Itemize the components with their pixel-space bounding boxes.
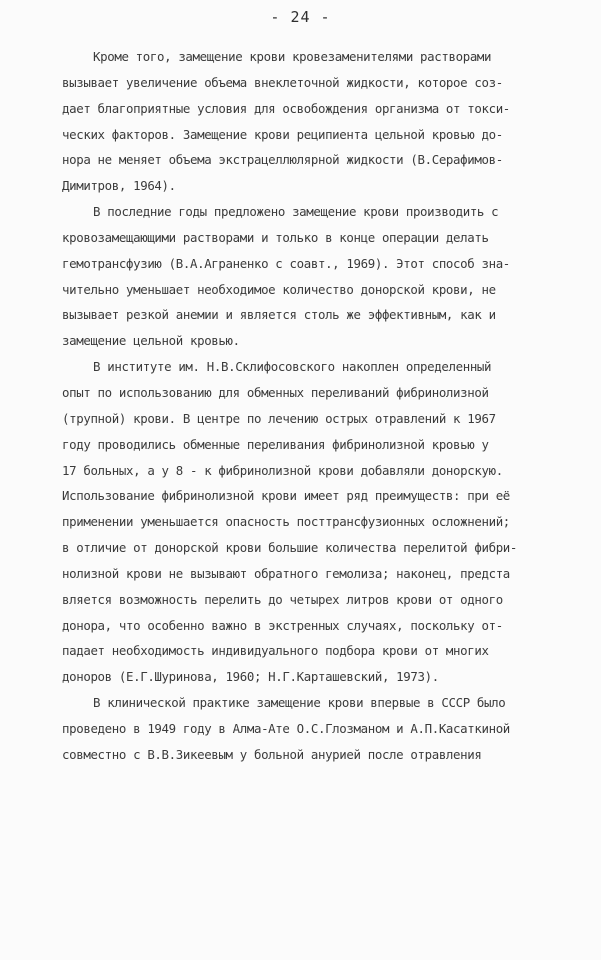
body-text bbox=[62, 44, 562, 768]
text-line: вляется возможность перелить до четырех литров крови от одного bbox=[62, 591, 503, 607]
text-line: доноров (Е.Г.Шуринова, 1960; Н.Г.Карташевский, 1973). bbox=[62, 669, 439, 685]
text-line: опыт по использованию для обменных переливаний фибринолизной bbox=[62, 384, 489, 400]
text-line: В последние годы предложено замещение крови производить с bbox=[93, 204, 499, 220]
text-line: нолизной крови не вызывают обратного гемолиза; наконец, предста bbox=[62, 565, 510, 581]
text-line: вызывает резкой анемии и является столь же эффективным, как и bbox=[62, 307, 496, 323]
text-line: дает благоприятные условия для освобождения организма от токси- bbox=[62, 100, 510, 116]
text-line: вызывает увеличение объема внеклеточной жидкости, которое соз- bbox=[62, 74, 503, 90]
text-line: Кроме того, замещение крови кровезаменителями растворами bbox=[93, 49, 492, 64]
text-line: гемотрансфузию (В.А.Аграненко с соавт., 1969). Этот способ зна- bbox=[62, 255, 510, 271]
text-line: (трупной) крови. В центре по лечению острых отравлений к 1967 bbox=[62, 410, 496, 426]
text-line: Использование фибринолизной крови имеет ряд преимуществ: при её bbox=[62, 488, 510, 504]
text-line: донора, что особенно важно в экстренных случаях, поскольку от- bbox=[62, 617, 503, 633]
text-line: году проводились обменные переливания фибринолизной кровью у bbox=[62, 436, 489, 452]
text-line: в отличие от донорской крови большие количества перелитой фибри- bbox=[62, 540, 518, 556]
text-line: падает необходимость индивидуального подбора крови от многих bbox=[62, 643, 489, 659]
text-line: проведено в 1949 году в Алма-Ате О.С.Глозманом и А.П.Касаткиной bbox=[62, 720, 510, 736]
text-line: чительно уменьшает необходимое количество донорской крови, не bbox=[62, 281, 496, 297]
text-line: кровозамещающими растворами и только в конце операции делать bbox=[62, 229, 489, 245]
text-line: 17 больных, а у 8 - к фибринолизной крови добавляли донорскую. bbox=[62, 462, 503, 478]
page-number: - 24 - bbox=[270, 8, 331, 26]
text-line: В клинической практике замещение крови впервые в СССР было bbox=[93, 695, 506, 711]
text-line: совместно с В.В.Зикеевым у больной анурией после отравления bbox=[62, 746, 482, 762]
text-line: нора не меняет объема экстрацеллюлярной жидкости (В.Серафимов- bbox=[62, 152, 503, 168]
text-line: ческих факторов. Замещение крови реципиента цельной кровью до- bbox=[62, 126, 503, 142]
text-line: применении уменьшается опасность посттрансфузионных осложнений; bbox=[62, 514, 510, 530]
text-line: В институте им. Н.В.Склифосовского накоплен определенный bbox=[93, 359, 492, 375]
text-line: Димитров, 1964). bbox=[62, 178, 176, 194]
text-line: замещение цельной кровью. bbox=[62, 333, 240, 349]
